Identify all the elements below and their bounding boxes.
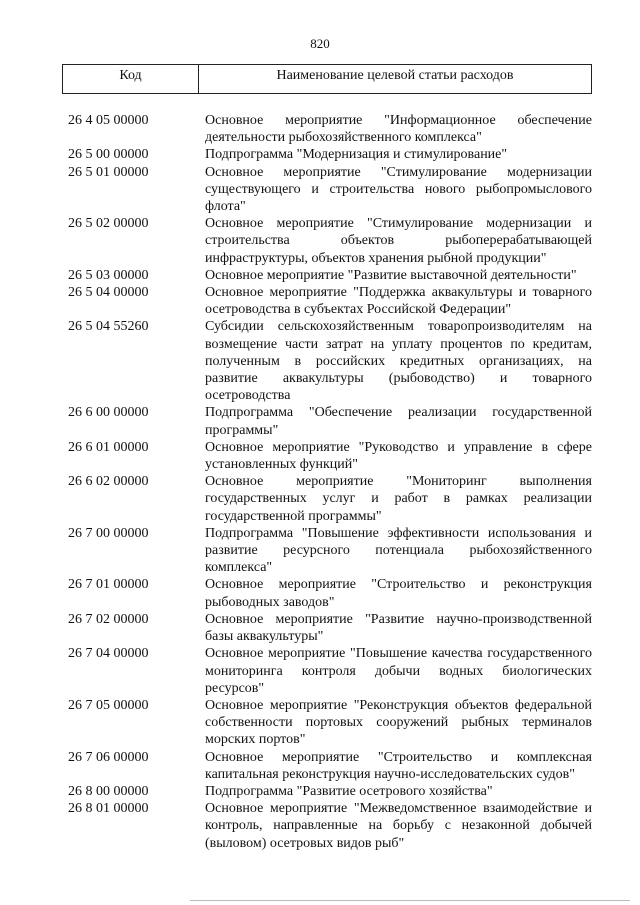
- row-code: 26 5 01 00000: [68, 164, 149, 180]
- row-code: 26 5 04 00000: [68, 285, 149, 301]
- row-code: 26 6 00 00000: [68, 405, 149, 421]
- row-name: Подпрограмма "Развитие осетрового хозяйства": [205, 783, 493, 799]
- table-row: [68, 404, 592, 438]
- table-body: [68, 112, 592, 852]
- row-name: Подпрограмма "Модернизация и стимулирование": [205, 147, 508, 163]
- table-row: [68, 146, 592, 163]
- row-name: Основное мероприятие "Мониторинг выполнения государственных услуг и работ в рамках реализации государственной программы": [205, 474, 592, 524]
- row-code: 26 7 00 00000: [68, 525, 149, 541]
- row-name: Основное мероприятие "Стимулирование модернизации существующего и строительства нового рыбопромыслового флота": [205, 164, 592, 215]
- table-row: [68, 318, 592, 404]
- table-row: [68, 576, 592, 610]
- row-name: Основное мероприятие "Реконструкция объектов федеральной собственности портовых сооружений рыбных терминалов морских портов": [205, 697, 592, 748]
- row-name: Подпрограмма "Повышение эффективности использования и развитие ресурсного потенциала рыбохозяйственного комплекса": [205, 525, 592, 576]
- table-row: [68, 473, 592, 525]
- table-row: [68, 439, 592, 473]
- row-code: 26 6 01 00000: [68, 439, 149, 455]
- row-name: Подпрограмма "Обеспечение реализации государственной программы": [205, 405, 592, 438]
- table-header: [62, 64, 592, 94]
- row-code: 26 5 02 00000: [68, 216, 149, 232]
- table-row: [68, 164, 592, 216]
- row-name: Основное мероприятие "Стимулирование модернизации и строительства объектов рыбоперерабатывающей инфраструктуры, объектов хранения рыбной продукции": [205, 216, 592, 266]
- table-row: [68, 697, 592, 749]
- row-code: 26 7 04 00000: [68, 646, 149, 662]
- row-name: Основное мероприятие "Межведомственное взаимодействие и контроль, направленные на борьбу с незаконной добычей (выловом) осетровых видов рыб": [205, 801, 592, 851]
- table-row: [68, 525, 592, 577]
- table-row: [68, 800, 592, 852]
- table-row: [68, 645, 592, 697]
- row-code: 26 4 05 00000: [68, 113, 149, 128]
- table-row: [68, 284, 592, 318]
- row-code: 26 5 03 00000: [68, 267, 149, 283]
- row-name: Основное мероприятие "Повышение качества государственного мониторинга контроля добычи водных биологических ресурсов": [205, 646, 592, 696]
- page-number: 820: [310, 36, 330, 51]
- page-edge-line: [190, 900, 630, 901]
- header-name: Наименование целевой статьи расходов: [276, 68, 514, 83]
- row-code: 26 7 05 00000: [68, 697, 149, 713]
- row-name: Основное мероприятие "Строительство и комплексная капитальная реконструкция научно-исследовательских судов": [205, 749, 592, 782]
- table-row: [68, 267, 592, 284]
- table-row: [68, 112, 592, 146]
- table-row: [68, 215, 592, 267]
- table-row: [68, 611, 592, 645]
- row-code: 26 7 06 00000: [68, 749, 149, 765]
- row-name: Основное мероприятие "Руководство и управление в сфере установленных функций": [205, 439, 592, 473]
- table-row: [68, 749, 592, 783]
- row-code: 26 5 04 55260: [68, 319, 149, 335]
- header-code: Код: [63, 65, 199, 93]
- row-name: Основное мероприятие "Развитие выставочной деятельности": [205, 267, 577, 283]
- row-name: Основное мероприятие "Развитие научно-производственной базы аквакультуры": [205, 611, 592, 645]
- row-code: 26 7 01 00000: [68, 577, 149, 593]
- row-name: Основное мероприятие "Поддержка аквакультуры и товарного осетроводства в субъектах Российской Федерации": [205, 285, 592, 318]
- row-code: 26 6 02 00000: [68, 474, 149, 490]
- row-name: Основное мероприятие "Информационное обеспечение деятельности рыбохозяйственного комплекса": [205, 113, 592, 146]
- row-code: 26 5 00 00000: [68, 147, 149, 163]
- table-row: [68, 783, 592, 800]
- row-code: 26 8 01 00000: [68, 801, 149, 817]
- row-code: 26 8 00 00000: [68, 783, 149, 799]
- row-code: 26 7 02 00000: [68, 611, 149, 627]
- row-name: Субсидии сельскохозяйственным товаропроизводителям на возмещение части затрат на уплату процентов по кредитам, полученным в российских кредитных организациях, на развитие аквакультуры (рыбоводство) и товарного осетроводства: [205, 319, 592, 404]
- row-name: Основное мероприятие "Строительство и реконструкция рыбоводных заводов": [205, 577, 592, 610]
